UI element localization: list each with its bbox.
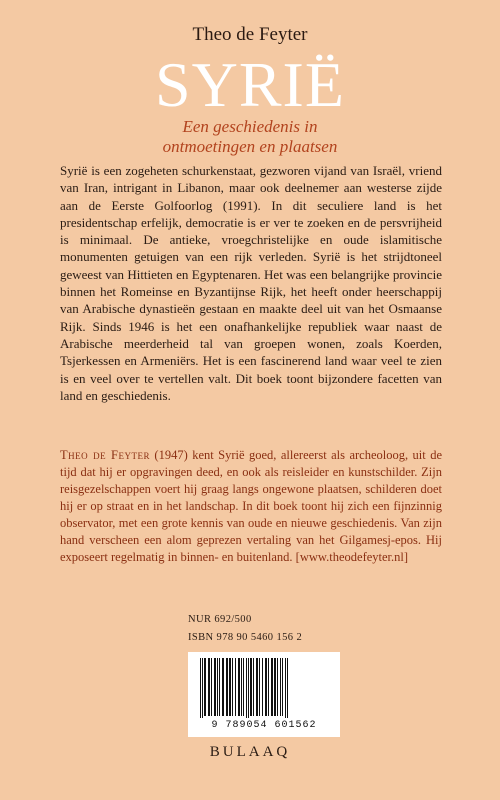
barcode-bar (222, 658, 224, 716)
barcode-number: 9 789054 601562 (211, 720, 317, 731)
author-bio-name: Theo de Feyter (60, 448, 150, 462)
author-name: Theo de Feyter (192, 24, 308, 45)
isbn-code: ISBN 978 90 5460 156 2 (188, 632, 303, 643)
book-title: SYRIË (155, 49, 345, 120)
barcode-bar (238, 658, 240, 716)
barcode-bar (243, 658, 244, 716)
barcode-bar (246, 658, 247, 718)
subtitle-line-2: ontmoetingen en plaatsen (162, 137, 338, 156)
barcode-bar (200, 658, 201, 718)
barcode-bar (214, 658, 216, 716)
barcode-bar (271, 658, 273, 716)
barcode-bar (211, 658, 212, 716)
barcode-bar (265, 658, 267, 716)
barcode-bar (229, 658, 231, 716)
barcode-bar (282, 658, 283, 716)
barcode-bar (248, 658, 249, 718)
barcode-bar (235, 658, 236, 716)
barcode-bar (253, 658, 254, 716)
barcode-bar (277, 658, 278, 716)
author-bio-text: (1947) kent Syrië goed, allereerst als archeoloog, uit de tijd dat hij er opgravingen deed, en ook als reisleider en kunstschilder. Zijn reisgezelschappen voert hij graag langs ongewone plaatsen, schilderen doet hij er op straat en in het landschap. In dit boek toont hij zich een fijnzinnig observator, met een grote kennis van oude en nieuwe geschiedenis. Van zijn hand verscheen een alom geprezen vertaling van het Gilgamesj-epos. Hij exposeert regelmatig in binnen- en buitenland. [www.theodefeyter.nl] (60, 448, 443, 564)
barcode-bar (204, 658, 206, 716)
barcode-bar (241, 658, 242, 716)
barcode-bar (259, 658, 260, 716)
barcode-bar (280, 658, 281, 716)
barcode (188, 652, 340, 737)
barcode-bar (268, 658, 269, 716)
barcode-bar (202, 658, 203, 718)
barcode-bar (274, 658, 276, 716)
author-bio (60, 447, 442, 566)
nur-code: NUR 692/500 (188, 614, 252, 625)
barcode-bar (219, 658, 220, 716)
barcode-bar (285, 658, 286, 718)
book-subtitle (0, 117, 500, 157)
barcode-bar (250, 658, 252, 716)
barcode-bar (256, 658, 258, 716)
subtitle-line-1: Een geschiedenis in (182, 117, 318, 136)
barcode-bar (217, 658, 218, 716)
barcode-bar (262, 658, 263, 716)
barcode-bar (287, 658, 288, 718)
barcode-bar (226, 658, 228, 716)
book-description: Syrië is een zogeheten schurkenstaat, gezworen vijand van Israël, vriend van Iran, intrigant in Libanon, maar ook deelnemer aan westerse zijde aan de Eerste Golfoorlog (1991). In dit seculiere land is het presidentschap erfelijk, democratie is er ver te zoeken en de persvrijheid is minimaal. De antieke, vroegchristelijke en oude islamitische monumenten getuigen van een rijk verleden. Syrië is het strijdtoneel geweest van Hittieten en Egyptenaren. Het was een belangrijke provincie binnen het Romeinse en Byzantijnse Rijk, het heeft onder heerschappij van Arabische dynastieën gestaan en maakte deel uit van het Osmaanse Rijk. Sinds 1946 is het een onafhankelijke republiek waar naast de Arabische meerderheid tal van groepen wonen, zoals Koerden, Tsjerkessen en Armeniërs. Het is een fascinerend land waar veel te zien is en veel over te vertellen valt. Dit boek toont bijzondere facetten van land en geschiedenis. (60, 163, 442, 403)
barcode-bar (232, 658, 233, 716)
publisher-name: BULAAQ (209, 744, 291, 760)
barcode-bar (208, 658, 210, 716)
barcode-bars (196, 658, 332, 718)
